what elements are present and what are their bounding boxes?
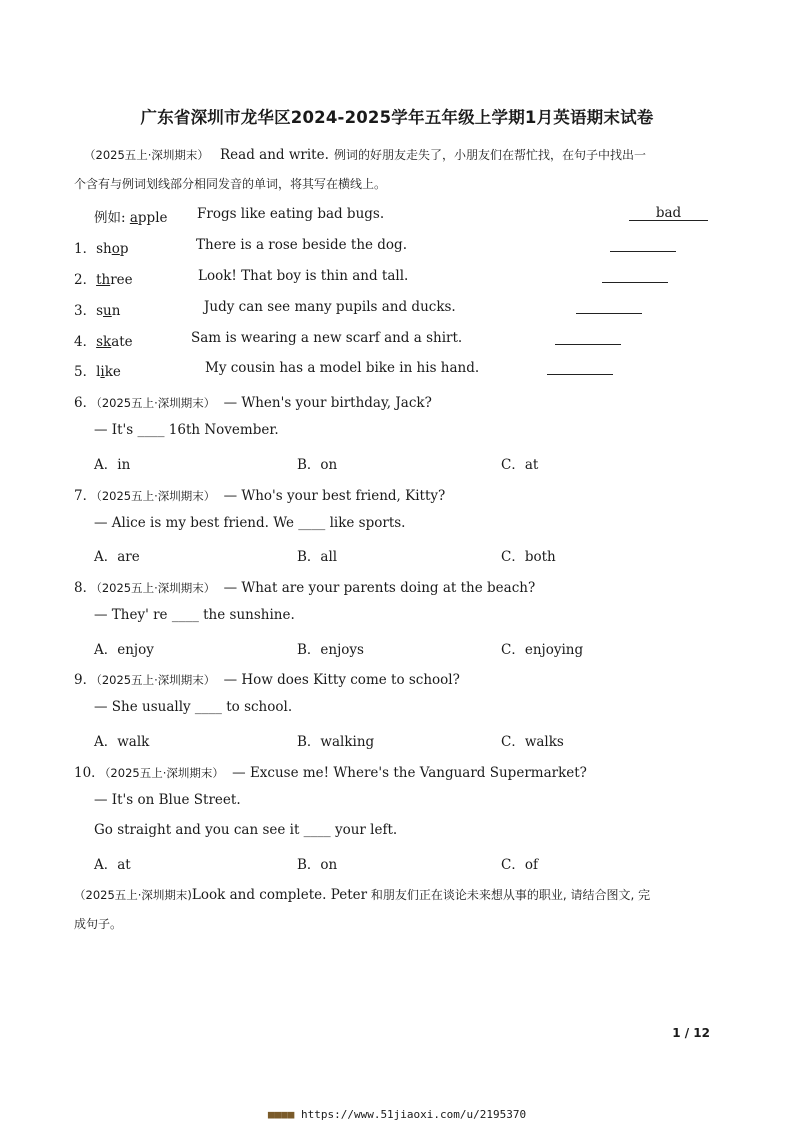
option-b[interactable]: B．on (297, 857, 338, 873)
option-a[interactable]: A．are (94, 549, 140, 565)
sound-item-sentence: Look! That boy is thin and tall. (198, 268, 409, 284)
option-a[interactable]: A．in (94, 457, 131, 473)
option-c[interactable]: C．enjoying (501, 642, 584, 658)
example-word: 例如: apple (94, 210, 168, 226)
section1-instruction-line2: 个含有与例词划线部分相同发音的单词，将其写在横线上。 (74, 177, 387, 191)
option-c[interactable]: C．at (501, 457, 539, 473)
option-a[interactable]: A．at (94, 857, 131, 873)
section2-instruction-line1: （2025五上·深圳期末)Look and complete. Peter 和朋友们正在谈论未来想从事的职业, 请结合图文, 完 (74, 887, 651, 903)
sound-item-sentence: My cousin has a model bike in his hand. (205, 360, 480, 376)
question-source: （2025五上·深圳期末） (96, 396, 216, 410)
question-line: — She usually ____ to school. (94, 699, 293, 715)
question-line: — Alice is my best friend. We ____ like sports. (94, 515, 406, 531)
question-line: — It's ____ 16th November. (94, 422, 279, 438)
question-stem: 10．（2025五上·深圳期末） — Excuse me! Where's the Vanguard Supermarket? (74, 765, 587, 781)
question-stem: 6．（2025五上·深圳期末） — When's your birthday, Jack? (74, 395, 432, 411)
option-a[interactable]: A．enjoy (94, 642, 154, 658)
question-stem: 7．（2025五上·深圳期末） — Who's your best friend, Kitty? (74, 488, 446, 504)
instruction-cn: 例词的好朋友走失了，小朋友们在帮忙找，在句子中找出一 (333, 148, 646, 162)
option-b[interactable]: B．walking (297, 734, 375, 750)
answer-blank[interactable] (610, 237, 676, 252)
sound-item: 3．sun (74, 303, 121, 319)
answer-blank[interactable] (547, 360, 613, 375)
sound-item-sentence: There is a rose beside the dog. (196, 237, 407, 253)
question-source: （2025五上·深圳期末） (84, 148, 209, 162)
answer-blank[interactable] (576, 299, 642, 314)
option-c[interactable]: C．walks (501, 734, 564, 750)
example-answer-blank: bad (629, 206, 708, 221)
sound-item: 4．skate (74, 334, 133, 350)
option-a[interactable]: A．walk (94, 734, 150, 750)
option-b[interactable]: B．enjoys (297, 642, 364, 658)
question-source: （2025五上·深圳期末） (96, 489, 216, 503)
question-line: — They' re ____ the sunshine. (94, 607, 295, 623)
example-sentence: Frogs like eating bad bugs. (197, 206, 385, 222)
sound-item: 1．shop (74, 241, 129, 257)
question-source: （2025五上·深圳期末） (96, 581, 216, 595)
answer-blank[interactable] (555, 330, 621, 345)
option-c[interactable]: C．both (501, 549, 556, 565)
sound-item: 5．like (74, 364, 121, 380)
question-source: （2025五上·深圳期末） (96, 673, 216, 687)
question-stem: 8．（2025五上·深圳期末） — What are your parents doing at the beach? (74, 580, 536, 596)
page-number: 1 / 12 (672, 1026, 710, 1040)
question-line: Go straight and you can see it ____ your left. (94, 822, 398, 838)
section2-instruction-line2: 成句子。 (74, 917, 123, 931)
option-b[interactable]: B．all (297, 549, 338, 565)
question-stem: 9．（2025五上·深圳期末） — How does Kitty come to school? (74, 672, 460, 688)
site-logo-icon: ■■■■ (267, 1108, 295, 1121)
section1-instruction-line1 (84, 144, 646, 163)
sound-item: 2．three (74, 272, 133, 288)
question-line: — It's on Blue Street. (94, 792, 241, 808)
option-c[interactable]: C．of (501, 857, 538, 873)
option-b[interactable]: B．on (297, 457, 338, 473)
question-source: （2025五上·深圳期末） (104, 766, 224, 780)
answer-blank[interactable] (602, 268, 668, 283)
question-source: （2025五上·深圳期末) (74, 888, 192, 902)
sound-item-sentence: Judy can see many pupils and ducks. (204, 299, 456, 315)
instruction-en: Read and write. (220, 147, 329, 163)
page-title: 广东省深圳市龙华区2024-2025学年五年级上学期1月英语期末试卷 (140, 108, 654, 127)
sound-item-sentence: Sam is wearing a new scarf and a shirt. (191, 330, 463, 346)
footer (0, 1108, 794, 1121)
footer-url[interactable]: https://www.51jiaoxi.com/u/2195370 (300, 1108, 527, 1121)
